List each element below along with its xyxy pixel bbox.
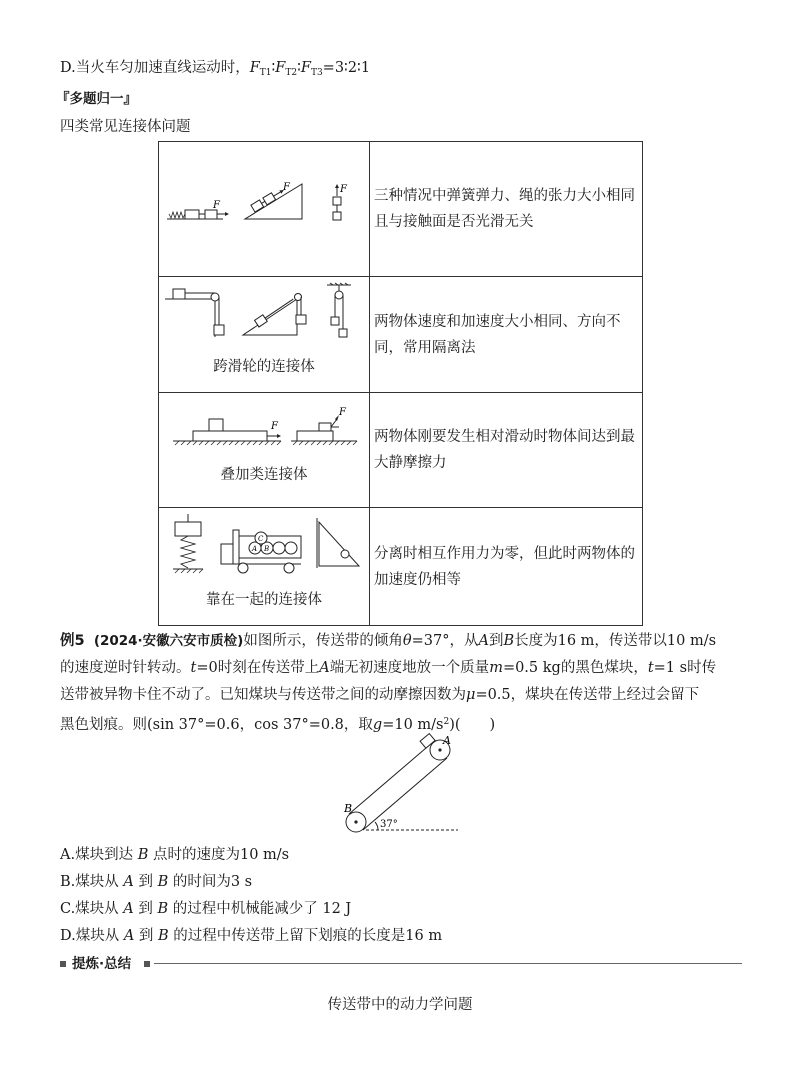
text: =0.5，煤块在传送带上经过会留下	[475, 687, 700, 703]
text: =1 s时传	[653, 660, 717, 676]
explanation-cell: 三种情况中弹簧弹力、绳的张力大小相同且与接触面是否光滑无关	[370, 142, 643, 277]
explanation-cell: 两物体速度和加速度大小相同、方向不同，常用隔离法	[370, 277, 643, 393]
force-label: F	[340, 184, 347, 195]
var-m: m	[489, 660, 503, 676]
sub-t1: T1	[259, 68, 272, 78]
text: B.煤块从	[60, 874, 119, 890]
sub-t3: T3	[310, 68, 323, 78]
figure-cell	[159, 142, 370, 277]
var-g: g	[372, 717, 383, 733]
angle-label: 37°	[380, 819, 398, 830]
ratio-sep: ∶	[297, 60, 301, 76]
var-f: F	[249, 60, 260, 76]
var-a: A	[123, 901, 134, 917]
var-b: B	[158, 928, 169, 944]
example-line-1	[60, 631, 716, 651]
figure-cell	[159, 277, 370, 393]
sub-t2: T2	[285, 68, 298, 78]
text: 到	[138, 874, 153, 890]
text: 到	[488, 633, 504, 649]
ratio-sep: ∶	[271, 60, 276, 76]
var-b: B	[137, 847, 149, 863]
var-a: A	[123, 874, 134, 890]
example-line-3	[60, 685, 699, 705]
var-theta: θ	[402, 633, 412, 649]
var-t: t	[647, 660, 654, 676]
option-d-prefix: D.当火车匀加速直线运动时，	[60, 60, 250, 76]
figure-caption: 叠加类连接体	[220, 467, 308, 483]
text: 的过程中传送带上留下划痕的长度是16 m	[173, 928, 443, 944]
var-f: F	[275, 60, 286, 76]
text: 黑色划痕。则(sin 37°=0.6，cos 37°=0.8，取	[60, 717, 373, 733]
var-a: A	[319, 660, 330, 676]
text: A.煤块到达	[60, 847, 134, 863]
text: 点时的速度为10 m/s	[152, 847, 290, 863]
force-label: F	[339, 407, 346, 418]
option-c[interactable]	[60, 899, 351, 919]
text: 到	[138, 928, 154, 944]
text: 的速度逆时针转动。	[60, 660, 191, 676]
table-row	[159, 508, 643, 626]
var-b: B	[157, 901, 169, 917]
table-row	[159, 393, 643, 508]
var-a: A	[478, 633, 489, 649]
var-b: B	[157, 874, 169, 890]
figure-caption: 靠在一起的连接体	[206, 592, 322, 608]
explanation-cell: 两物体刚要发生相对滑动时物体间达到最大静摩擦力	[370, 393, 643, 508]
text: 长度为16 m，传送带以10 m/s	[514, 633, 717, 649]
bullet-square-icon	[144, 961, 150, 967]
example-label: 例5	[60, 633, 85, 649]
text: 到	[138, 901, 153, 917]
table-row	[159, 142, 643, 277]
point-a-label: A	[443, 734, 451, 747]
text: =37°，从	[411, 633, 479, 649]
summary-heading: 提炼·总结	[72, 956, 132, 972]
previous-option-d	[60, 58, 370, 83]
text: C.煤块从	[60, 901, 119, 917]
answer-blank: )( )	[449, 717, 496, 733]
force-label: F	[213, 200, 220, 211]
connected-body-table	[158, 141, 643, 626]
option-b[interactable]	[60, 872, 252, 892]
text: 如图所示，传送带的倾角	[243, 633, 403, 649]
var-mu: μ	[466, 687, 476, 703]
text: =0.5 kg的黑色煤块，	[502, 660, 648, 676]
var-a: A	[123, 928, 135, 944]
ratio-tail: =3∶2∶1	[322, 60, 371, 76]
text: =0时刻在传送带上	[196, 660, 320, 676]
var-b: B	[503, 633, 515, 649]
option-a[interactable]	[60, 845, 289, 865]
text: 的时间为3 s	[172, 874, 253, 890]
figure-caption: 跨滑轮的连接体	[213, 359, 315, 375]
summary-title: 传送带中的动力学问题	[327, 997, 473, 1013]
text: 送带被异物卡住不动了。已知煤块与传送带之间的动摩擦因数为	[60, 687, 466, 703]
section-heading: 『多题归一』	[56, 91, 137, 107]
subheading: 四类常见连接体问题	[60, 119, 191, 135]
conveyor-belt-figure	[340, 732, 470, 836]
force-label: F	[283, 182, 290, 193]
force-label: F	[271, 421, 278, 432]
divider	[154, 963, 742, 964]
example-source: (2024·安徽六安市质检)	[93, 633, 244, 649]
option-d[interactable]	[60, 926, 442, 946]
spring-rope-figure	[159, 142, 369, 272]
figure-cell	[159, 508, 370, 626]
text: 的过程中机械能减少了 12 J	[172, 901, 352, 917]
text: =10 m/s	[382, 717, 444, 733]
bullet-square-icon	[60, 961, 66, 967]
superscript: 2	[443, 717, 450, 727]
text: 端无初速度地放一个质量	[329, 660, 490, 676]
example-line-2	[60, 658, 716, 678]
table-row	[159, 277, 643, 393]
var-f: F	[300, 60, 311, 76]
text: D.煤块从	[60, 928, 120, 944]
figure-cell	[159, 393, 370, 508]
point-b-label: B	[344, 802, 353, 815]
ball-b-label: B	[264, 545, 270, 553]
var-t: t	[190, 660, 197, 676]
stacked-figure	[159, 393, 369, 503]
explanation-cell: 分离时相互作用力为零，但此时两物体的加速度仍相等	[370, 508, 643, 626]
ball-a-label: A	[252, 545, 258, 553]
ball-c-label: C	[258, 535, 264, 543]
